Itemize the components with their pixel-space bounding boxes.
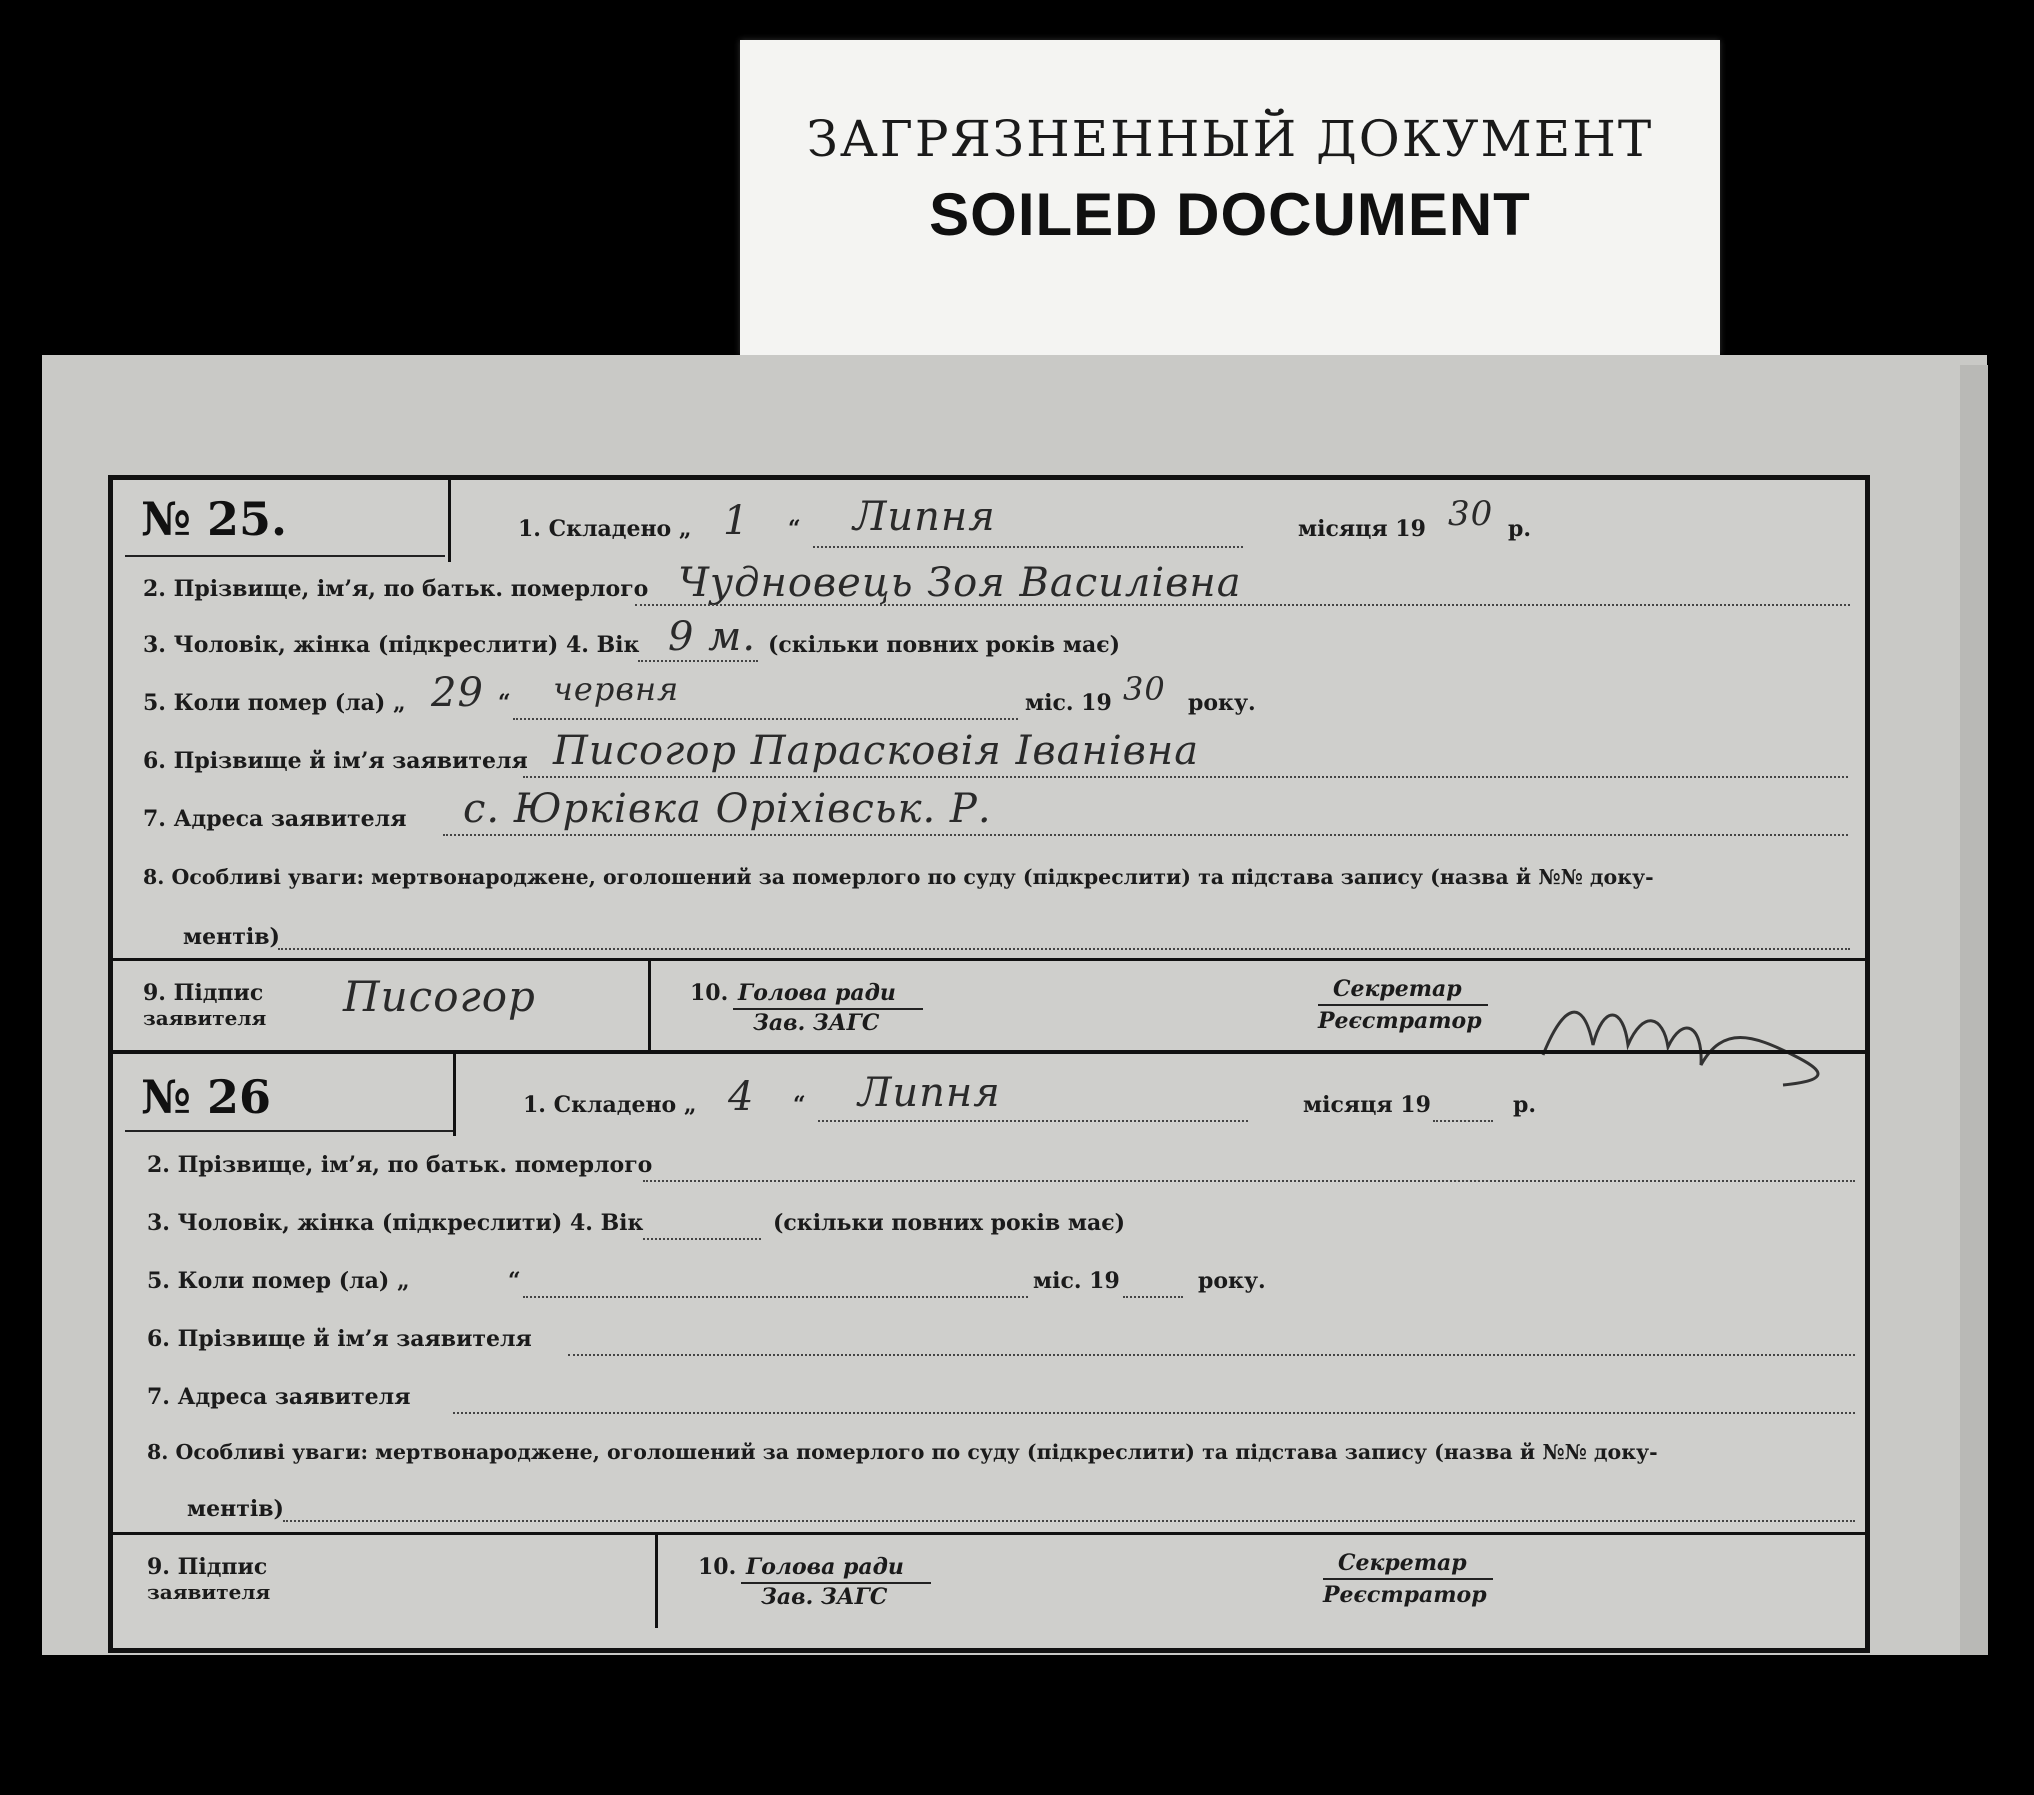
field-compiled-label: 1. Складено „	[518, 516, 692, 542]
zags-title: Зав. ЗАГС	[753, 1010, 880, 1036]
registrar-title: Реєстратор	[1318, 1008, 1482, 1034]
field-compiled-day: 4	[728, 1074, 755, 1120]
field-compiled-month: Липня	[853, 494, 996, 540]
dotted-line	[283, 1520, 1855, 1522]
row-divider	[113, 1532, 1865, 1535]
label-english: SOILED DOCUMENT	[929, 181, 1531, 248]
quote-mark: “	[788, 516, 801, 542]
field-10-label: 10.	[698, 1554, 737, 1580]
field-age-hint: (скільки повних років має)	[773, 1210, 1126, 1236]
number-underline	[125, 555, 445, 557]
field-signature-label-b: заявителя	[143, 1006, 267, 1030]
field-10-label: 10.	[690, 980, 729, 1006]
signature-divider	[648, 958, 651, 1050]
field-died-day: 29	[431, 670, 484, 716]
field-died-year-label: міс. 19	[1033, 1268, 1120, 1294]
field-sex-age-label: 3. Чоловік, жінка (підкреслити) 4. Вік	[143, 632, 640, 658]
dotted-line	[1123, 1296, 1183, 1298]
signature-divider	[655, 1532, 658, 1628]
field-signature-label-a: 9. Підпис	[147, 1554, 268, 1580]
dotted-line	[453, 1412, 1855, 1414]
dotted-line	[643, 1180, 1855, 1182]
record-number: № 25.	[141, 492, 288, 546]
number-divider	[453, 1054, 456, 1136]
label-russian: ЗАГРЯЗНЕННЫЙ ДОКУМЕНТ	[806, 110, 1654, 168]
applicant-signature: Писогор	[343, 972, 536, 1021]
field-applicant-label: 6. Прізвище й ім’я заявителя	[143, 748, 528, 774]
month-label: місяця 19	[1298, 516, 1426, 542]
dotted-line	[523, 776, 1848, 778]
dotted-line	[818, 1120, 1248, 1122]
field-age-hint: (скільки повних років має)	[768, 632, 1121, 658]
field-applicant-label: 6. Прізвище й ім’я заявителя	[147, 1326, 532, 1352]
registrar-signature	[1533, 985, 1853, 1095]
month-label: місяця 19	[1303, 1092, 1431, 1118]
quote-mark: “	[508, 1268, 521, 1294]
zags-title: Зав. ЗАГС	[761, 1584, 888, 1610]
field-notes-label: 8. Особливі уваги: мертвонароджене, оголошений за померлого по суду (підкреслити) та підстава запису (назва й №№ доку-	[143, 865, 1654, 889]
dotted-line	[568, 1354, 1855, 1356]
field-age-value: 9 м.	[668, 614, 757, 660]
title-underline	[1323, 1578, 1493, 1580]
record-divider	[113, 1050, 1865, 1054]
field-died-label: 5. Коли помер (ла) „	[143, 690, 406, 716]
field-address-label: 7. Адреса заявителя	[147, 1384, 411, 1410]
dotted-line	[1433, 1120, 1493, 1122]
soiled-document-label	[740, 40, 1720, 355]
year-word: року.	[1198, 1268, 1266, 1294]
quote-mark: “	[793, 1092, 806, 1118]
field-applicant-value: Писогор Парасковія Іванівна	[553, 728, 1200, 774]
field-address-value: с. Юрківка Оріхівськ. Р.	[463, 786, 992, 832]
field-surname-label: 2. Прізвище, ім’я, по батьк. померлого	[143, 576, 649, 602]
dotted-line	[638, 660, 758, 662]
field-notes-cont: ментів)	[187, 1496, 284, 1522]
dotted-line	[278, 948, 1850, 950]
secretary-title: Секретар	[1338, 1550, 1467, 1576]
field-signature-label-a: 9. Підпис	[143, 980, 264, 1006]
field-notes-label: 8. Особливі уваги: мертвонароджене, оголошений за померлого по суду (підкреслити) та підстава запису (назва й №№ доку-	[147, 1440, 1658, 1464]
secretary-title: Секретар	[1333, 976, 1462, 1002]
record-number: № 26	[141, 1070, 272, 1124]
field-notes-cont: ментів)	[183, 924, 280, 950]
field-died-year: 30	[1123, 670, 1166, 708]
dotted-line	[443, 834, 1848, 836]
dotted-line	[513, 718, 1018, 720]
number-divider	[448, 480, 451, 562]
dotted-line	[635, 604, 1850, 606]
paper-edge	[1960, 365, 1988, 1655]
field-died-month: червня	[553, 670, 680, 708]
title-underline	[1318, 1004, 1488, 1006]
dotted-line	[643, 1238, 761, 1240]
field-address-label: 7. Адреса заявителя	[143, 806, 407, 832]
field-compiled-year: 30	[1448, 494, 1494, 534]
field-sex-age-label: 3. Чоловік, жінка (підкреслити) 4. Вік	[147, 1210, 644, 1236]
head-title: Голова ради	[746, 1554, 904, 1580]
field-compiled-day: 1	[723, 498, 750, 544]
year-suffix: р.	[1513, 1092, 1537, 1118]
registrar-title: Реєстратор	[1323, 1582, 1487, 1608]
field-surname-label: 2. Прізвище, ім’я, по батьк. померлого	[147, 1152, 653, 1178]
field-died-label: 5. Коли помер (ла) „	[147, 1268, 410, 1294]
head-title: Голова ради	[738, 980, 896, 1006]
field-compiled-month: Липня	[858, 1070, 1001, 1116]
field-surname-value: Чудновець Зоя Василівна	[678, 560, 1242, 606]
year-word: року.	[1188, 690, 1256, 716]
death-record-form	[108, 475, 1870, 1653]
quote-mark: “	[498, 690, 511, 716]
dotted-line	[523, 1296, 1028, 1298]
row-divider	[113, 958, 1865, 961]
year-suffix: р.	[1508, 516, 1532, 542]
number-underline	[125, 1130, 455, 1132]
field-died-year-label: міс. 19	[1025, 690, 1112, 716]
field-signature-label-b: заявителя	[147, 1580, 271, 1604]
dotted-line	[813, 546, 1243, 548]
field-compiled-label: 1. Складено „	[523, 1092, 697, 1118]
